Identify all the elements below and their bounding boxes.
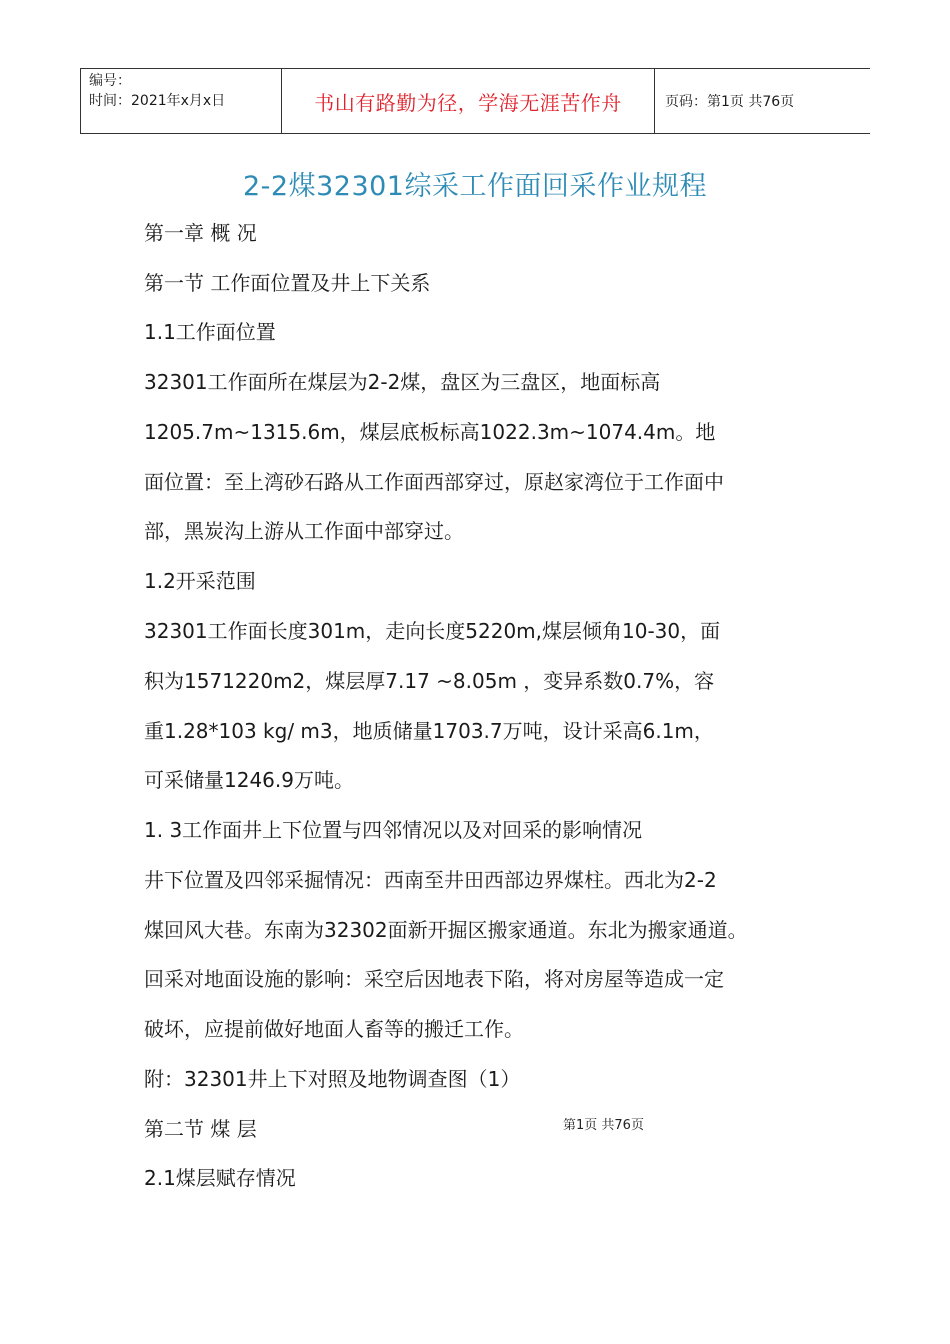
body-line: 破坏，应提前做好地面人畜等的搬迁工作。 [144, 1017, 524, 1041]
body-line: 部，黑炭沟上游从工作面中部穿过。 [144, 519, 464, 543]
section-heading: 第一节 工作面位置及井上下关系 [144, 271, 431, 295]
body-line: 煤回风大巷。东南为32302面新开掘区搬家通道。东北为搬家通道。 [144, 918, 748, 942]
document-number-label: 编号： [89, 73, 131, 89]
body-line: 32301工作面所在煤层为2-2煤，盘区为三盘区，地面标高 [144, 370, 661, 394]
document-time-label: 时间：2021年x月x日 [89, 93, 226, 109]
section-heading: 第二节 煤 层 [144, 1117, 257, 1141]
subsection-heading: 1.2开采范围 [144, 569, 256, 593]
body-line: 回采对地面设施的影响：采空后因地表下陷，将对房屋等造成一定 [144, 967, 724, 991]
page-info: 页码：第1页 共76页 [665, 94, 795, 110]
body-line: 32301工作面长度301m，走向长度5220m,煤层倾角10-30，面 [144, 619, 721, 643]
body-line: 面位置：至上湾砂石路从工作面西部穿过，原赵家湾位于工作面中 [144, 470, 724, 494]
body-line: 1205.7m~1315.6m，煤层底板标高1022.3m~1074.4m。地 [144, 420, 716, 444]
body-line: 积为1571220m2，煤层厚7.17 ~8.05m ，变异系数0.7%，容 [144, 669, 715, 693]
body-line: 可采储量1246.9万吨。 [144, 768, 354, 792]
subsection-heading: 1.1工作面位置 [144, 320, 276, 344]
header-meta-cell [81, 69, 282, 133]
header-page-cell [655, 69, 870, 133]
attachment-note: 附：32301井上下对照及地物调查图（1） [144, 1067, 521, 1091]
motto-text: 书山有路勤为径，学海无涯苦作舟 [314, 90, 622, 115]
header-motto-cell [282, 69, 655, 133]
header-table [80, 68, 870, 134]
document-title: 2-2煤32301综采工作面回采作业规程 [243, 171, 707, 202]
subsection-heading: 2.1煤层赋存情况 [144, 1166, 296, 1190]
chapter-heading: 第一章 概 况 [144, 221, 257, 245]
body-line: 井下位置及四邻采掘情况：西南至井田西部边界煤柱。西北为2-2 [144, 868, 717, 892]
body-line: 重1.28*103 kg/ m3，地质储量1703.7万吨，设计采高6.1m， [144, 719, 714, 743]
page-footer: 第1页 共76页 [563, 1118, 644, 1133]
subsection-heading: 1. 3工作面井上下位置与四邻情况以及对回采的影响情况 [144, 818, 643, 842]
